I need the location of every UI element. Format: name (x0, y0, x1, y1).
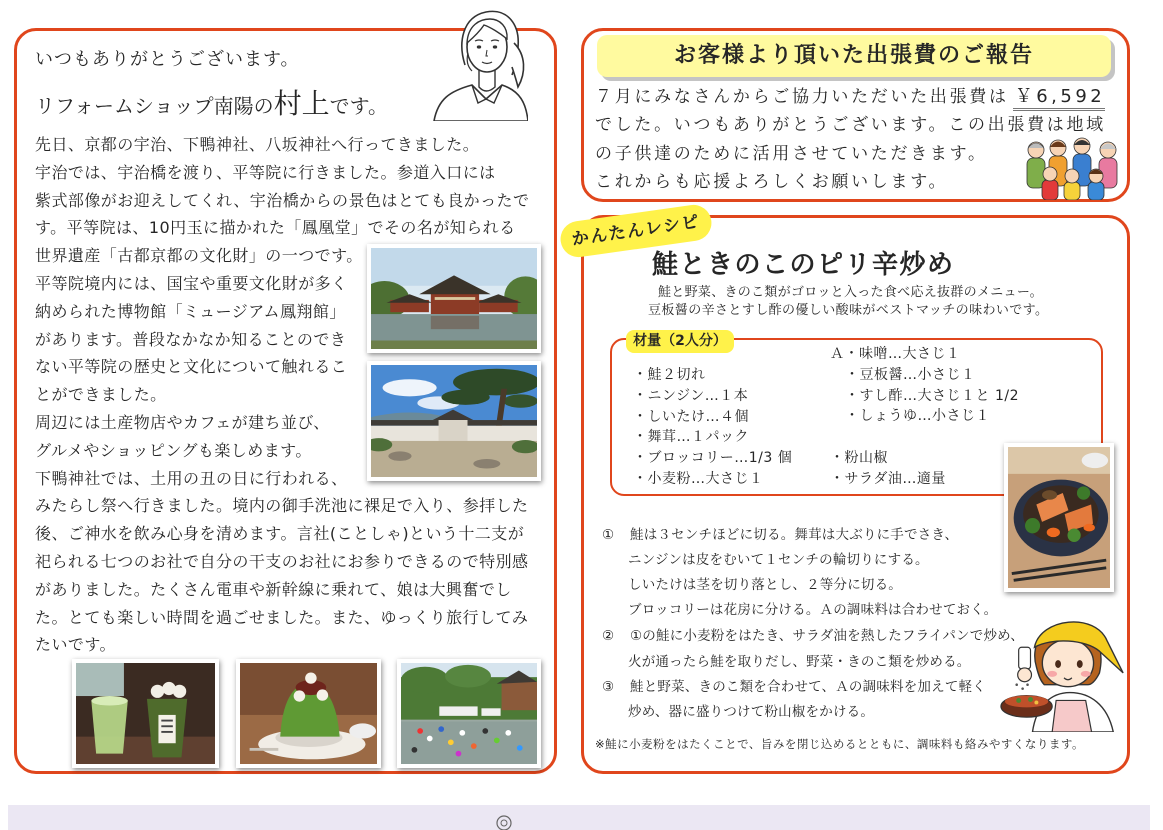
seasoning-item: ・豆板醤…小さじ１ (845, 366, 976, 383)
family-illustration (1020, 136, 1128, 200)
recipe-intro-line: 鮭と野菜、きのこ類がゴロッと入った食べ応え抜群のメニュー。 (658, 285, 1043, 300)
ingredient-item: ・ブロッコリー…1/3 個 (633, 450, 793, 467)
article-line: グルメやショッピングも楽しめます。 (35, 440, 312, 460)
article-line: があります。普段なかなか知ることのでき (35, 329, 347, 349)
seasoning-item: ・すし酢…大さじ１と 1/2 (845, 387, 1019, 404)
article-line: 周辺には土産物店やカフェが建ち並び、 (35, 412, 330, 432)
step-line: 炒め、器に盛りつけて粉山椒をかける。 (628, 704, 875, 720)
step-line: しいたけは茎を切り落とし、２等分に切る。 (628, 577, 902, 593)
report-line: の子供達のために活用させていただきます。 (595, 143, 988, 164)
cook-girl-illustration (996, 598, 1132, 732)
article-line: たいです。 (35, 635, 116, 655)
seasoning-item: ・しょうゆ…小さじ１ (845, 408, 990, 425)
report-line-text: ７月にみなさんからご協力いただいた出張費は (595, 87, 1009, 107)
report-line: でした。いつもありがとうございます。この出張費は地域 (595, 115, 1106, 136)
shaved-ice-photo (236, 659, 381, 768)
report-line (595, 83, 1106, 111)
article-line: ない平等院の歴史と文化について触れるこ (35, 357, 348, 377)
recipe-title: 鮭ときのこのピリ辛炒め (652, 250, 955, 280)
ingredient-item: ・小麦粉…大さじ１ (633, 470, 764, 487)
step-line: ニンジンは皮をむいて１センチの輪切りにする。 (628, 552, 929, 568)
logo-icon (495, 812, 513, 830)
seasoning-item: Ａ・味噌…大さじ１ (830, 346, 961, 362)
recipe-note: ※鮭に小麦粉をはたくことで、旨みを閉じ込めるとともに、調味料も絡みやすくなります。 (595, 737, 1084, 751)
ingredient-item: ・舞茸…１パック (633, 429, 749, 446)
greeting-suffix: です。 (329, 94, 389, 118)
article-line: す。平等院は、10円玉に描かれた「鳳凰堂」でその名が知られる (35, 218, 516, 238)
ingredients-list (633, 365, 792, 490)
article-line: 後、ご神水を飲み心身を清めます。言社(ことしゃ)という十二支が (35, 524, 525, 544)
step-line: ブロッコリーは花房に分ける。Ａの調味料は合わせておく。 (628, 602, 998, 618)
ingredient-item: ・鮭２切れ (633, 367, 706, 383)
article-line: た。とても楽しい時間を過ごせました。また、ゆっくり旅行してみ (35, 607, 529, 627)
recipe-intro-line: 豆板醤の辛さとすし酢の優しい酸味がベストマッチの味わいです。 (648, 303, 1049, 318)
report-line: これからも応援よろしくお願いします。 (595, 172, 949, 193)
article-line: 平等院境内には、国宝や重要文化財が多く (35, 273, 348, 293)
ingredient-item: ・ニンジン…１本 (633, 387, 749, 404)
shop-name: リフォームショップ南陽の (35, 94, 274, 118)
greeting-line: いつもありがとうございます。 (35, 49, 300, 70)
article-line: 祀られる七つのお社で自分の干支のお社にお参りできるので特別感 (35, 551, 529, 571)
article-line: 下鴨神社では、土用の丑の日に行われる、 (35, 468, 348, 488)
footer-bar (8, 805, 1150, 830)
article-line: 宇治では、宇治橋を渡り、平等院に行きました。参道入口には (35, 162, 496, 182)
report-title: お客様より頂いた出張費のご報告 (597, 35, 1111, 77)
self-introduction (35, 86, 388, 122)
ingredients-label: 材量（2人分） (626, 330, 734, 353)
article-line: とができました。 (35, 385, 167, 405)
step-number: ② (602, 628, 615, 644)
recipe-tag: かんたんレシピ (558, 203, 714, 260)
matcha-drinks-photo (72, 659, 219, 768)
ingredient-item: ・粉山椒 (830, 450, 888, 466)
seasoning-a-list (830, 344, 1019, 427)
article-line: 紫式部像がお迎えしてくれ、宇治橋からの景色はとても良かったで (35, 190, 530, 210)
step-number: ③ (602, 679, 615, 695)
article-line: みたらし祭へ行きました。境内の御手洗池に裸足で入り、参拝した (35, 496, 529, 516)
article-line: 納められた博物館「ミュージアム鳳翔館」 (35, 301, 346, 321)
ingredient-item: ・しいたけ…４個 (633, 408, 749, 425)
step-number: ① (602, 527, 615, 543)
report-amount: ￥6,592 (1013, 86, 1106, 111)
article-line: 世界遺産「古都京都の文化財」の一つです。 (35, 246, 363, 266)
article-line: 先日、京都の宇治、下鴨神社、八坂神社へ行ってきました。 (35, 135, 480, 154)
festival-crowd-photo (397, 659, 541, 768)
step-line: 鮭は３センチほどに切る。舞茸は大ぶりに手でさき、 (630, 527, 959, 543)
step-line: 火が通ったら鮭を取りだし、野菜・きのこ類を炒める。 (628, 654, 971, 670)
staff-name: 村上 (273, 87, 330, 120)
garden-pine-photo (367, 361, 541, 481)
ingredient-item: ・サラダ油…適量 (830, 470, 946, 487)
step-line: ①の鮭に小麦粉をはたき、サラダ油を熱したフライパンで炒め、 (630, 628, 1025, 644)
woman-portrait-illustration (428, 3, 528, 121)
step-line: 鮭と野菜、きのこ類を合わせて、Ａの調味料を加えて軽く (630, 679, 986, 695)
temple-hall-photo (367, 244, 541, 353)
extra-ingredients-list (830, 448, 946, 490)
finished-dish-photo (1004, 443, 1114, 592)
article-line: がありました。たくさん電車や新幹線に乗れて、娘は大興奮でし (35, 579, 512, 599)
